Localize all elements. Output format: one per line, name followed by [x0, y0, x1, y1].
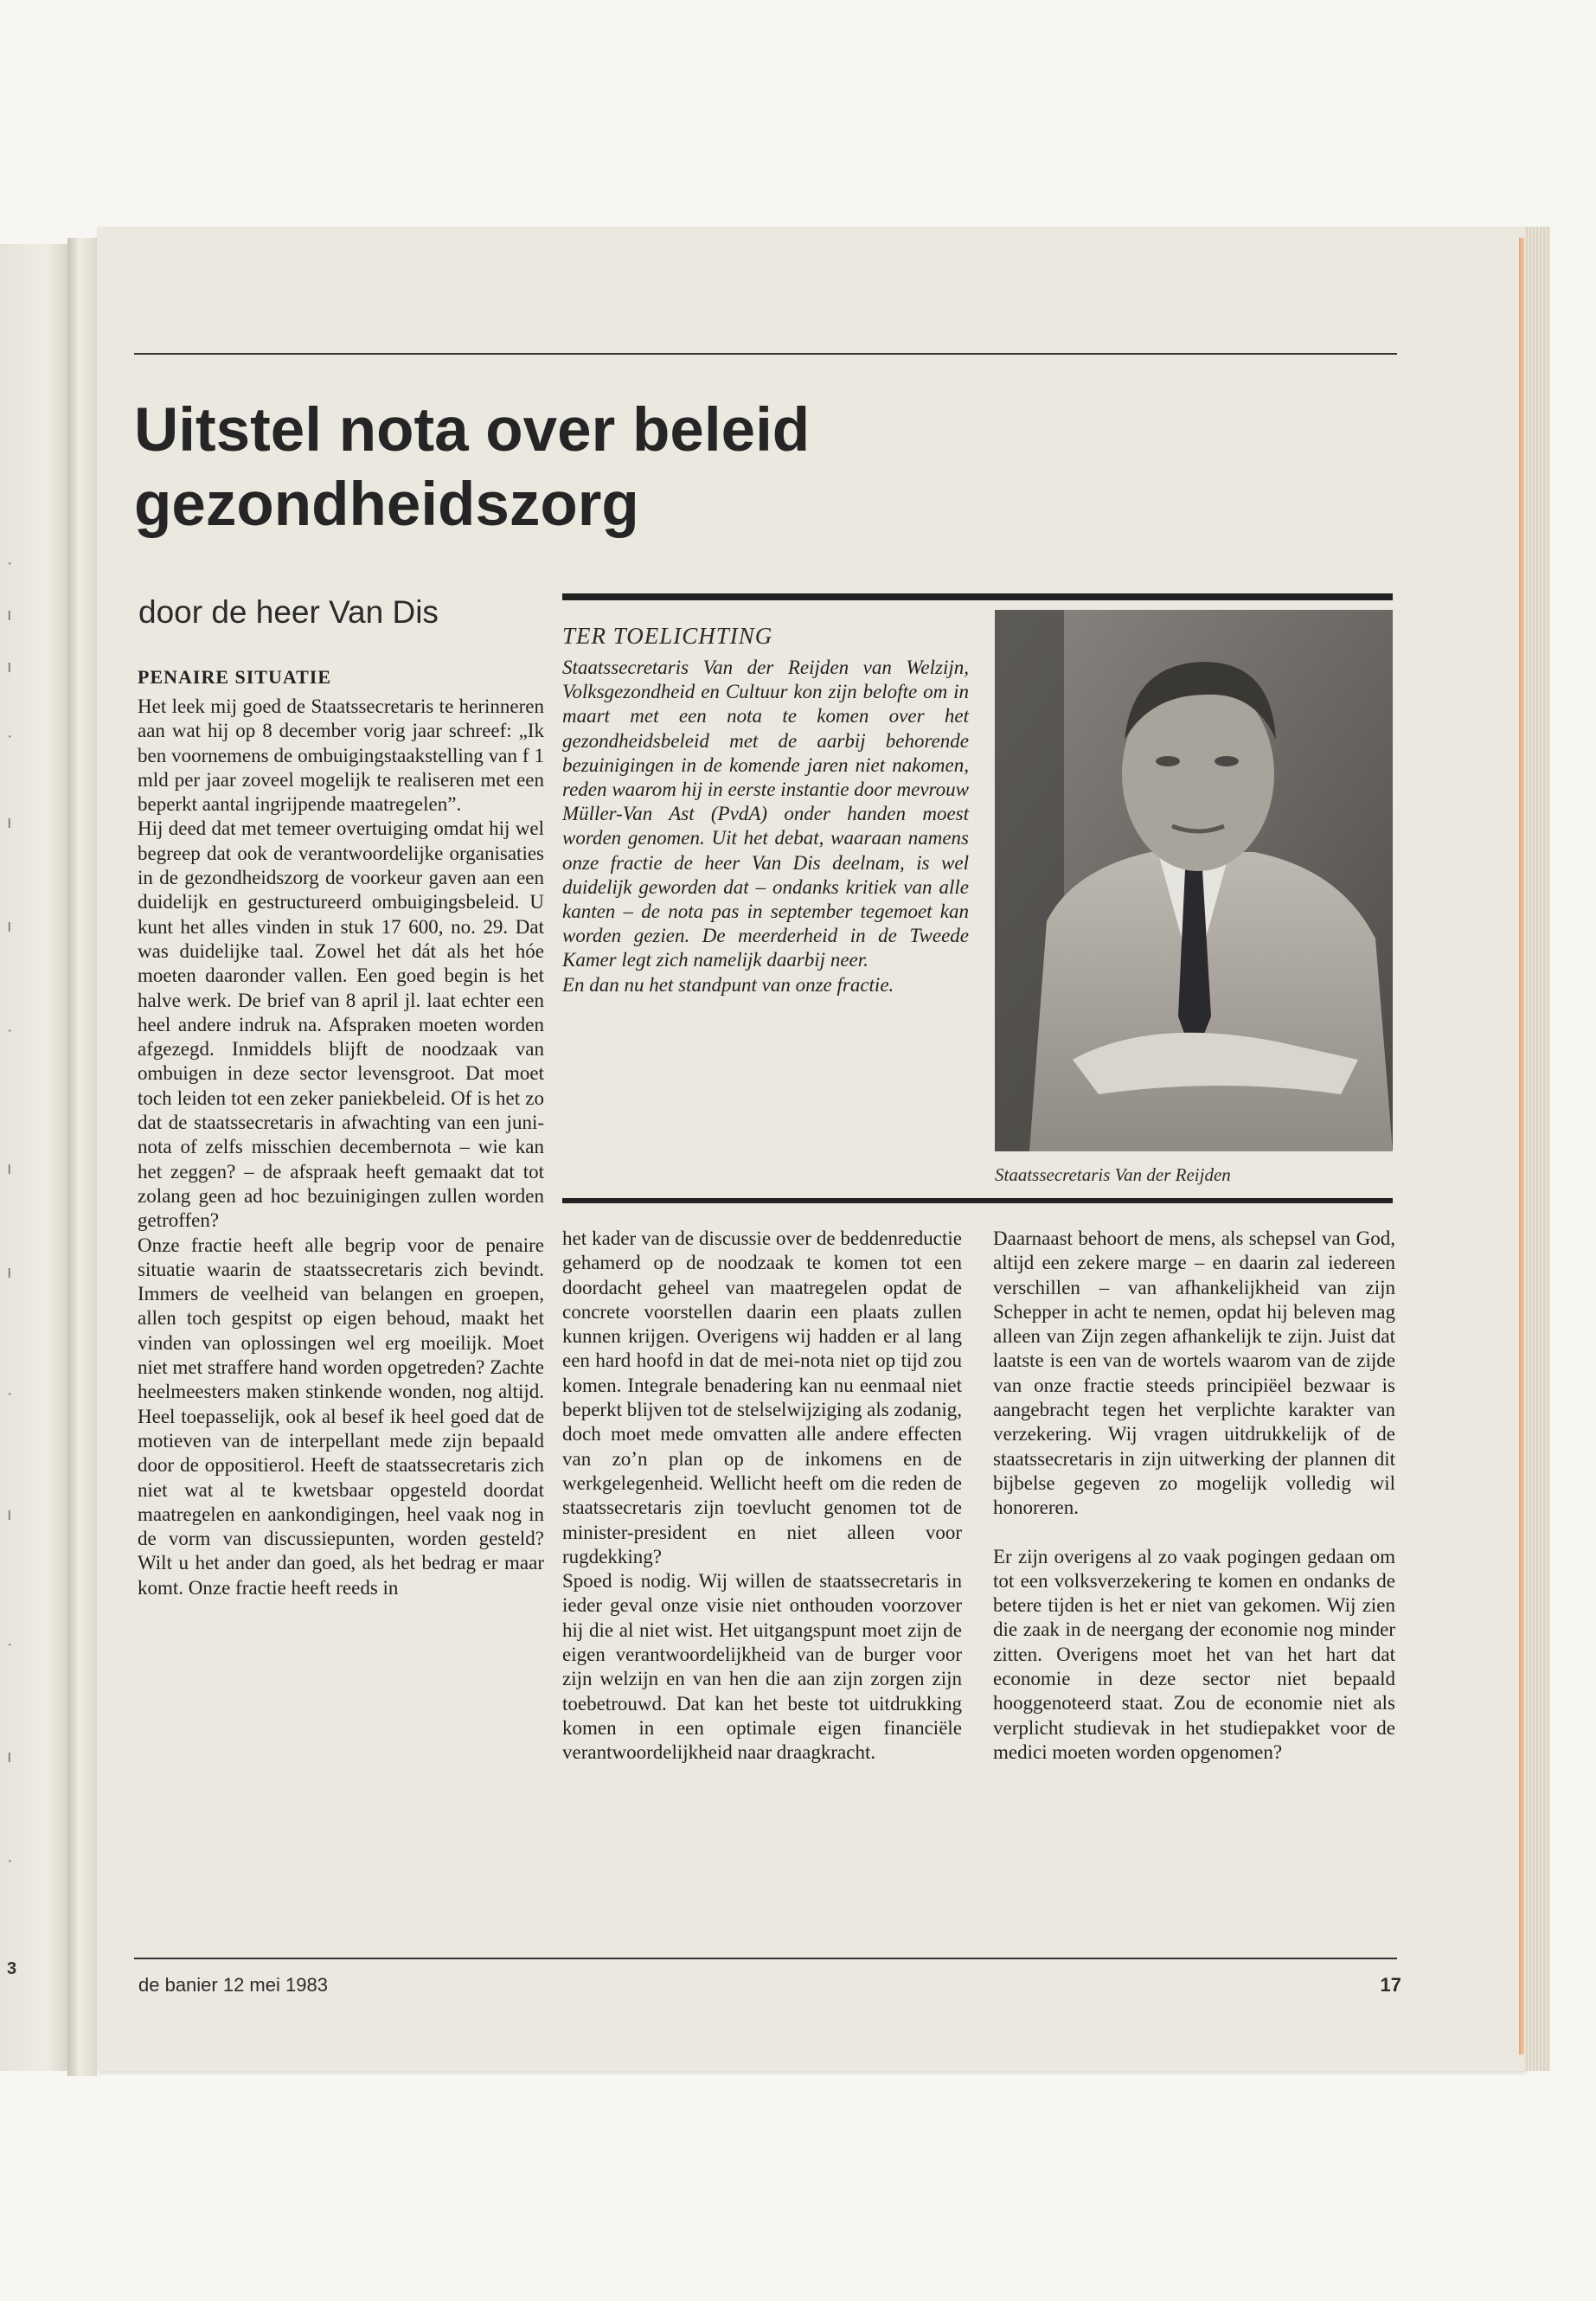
article-title — [134, 394, 1172, 542]
column-1-paragraph: Het leek mij goed de Staatssecretaris te herinneren aan wat hij op 8 december vorig jaar schreef: „Ik ben voornemens de ombuigingstaakstelling van f 1 mld per jaar zoveel mogelijk te realiseren met een beperkt aantal ingrijpende maatregelen”. — [138, 695, 544, 816]
stacked-page-edges — [1524, 227, 1550, 2071]
column-2-paragraph: Spoed is nodig. Wij willen de staatssecretaris in ieder geval onze visie niet onthouden voorzover hij die al niet wist. Het uitgangspunt moet zijn de eigen verantwoordelijkheid van de burger voor zijn welzijn en van hen die aan zijn zorgen zijn toebetrouwd. Dat kan het beste tot uitdrukking komen in een optimale eigen financiële verantwoordelijkheid naar draagkracht. — [562, 1570, 962, 1764]
book-spine — [67, 238, 97, 2076]
sidebar-top-rule — [562, 593, 1393, 600]
title-line-2: gezondheidszorg — [134, 471, 639, 539]
column-3-paragraph: Er zijn overigens al zo vaak pogingen gedaan om tot een volksverzekering te komen en ondanks de betere tijden is het er niet van gekomen. Wij zien die zaak in de neergang der economie nog minder zitten. Overigens moet het van het hart dat economie in deze sector niet bepaald hooggenoteerd staat. Zou de economie niet als verplicht studievak in het studiepakket voor de medici moeten worden opgenomen? — [993, 1545, 1395, 1763]
sidebar-paragraph: En dan nu het standpunt van onze fractie. — [562, 973, 894, 996]
article-column-2 — [562, 1227, 962, 1766]
column-2-paragraph: het kader van de discussie over de beddenreductie gehamerd op de noodzaak te komen tot een doordacht geheel van maatregelen opdat de concrete voorstellen daarin een plaats zullen kunnen krijgen. Overigens wij hadden er al lang een hard hoofd in dat de mei-nota niet op tijd zou komen. Integrale benadering kan nu eenmaal niet beperkt blijven tot de stelselwijziging als zodanig, doch moet mede omvatten alle andere effecten van zo’n plan op de inkomens en de werkgelegenheid. Wellicht heeft om die reden de staatssecretaris zijn toevlucht genomen tot de minister-president en niet alleen voor rugdekking? — [562, 1227, 962, 1567]
title-line-1: Uitstel nota over beleid — [134, 396, 811, 465]
portrait-photo — [995, 610, 1393, 1151]
column-1-paragraph: Hij deed dat met temeer overtuiging omdat hij wel begreep dat ook de verantwoordelijke organisaties in de gezondheidszorg de voorkeur gaven aan een duidelijk en gestructureerd ombuigingsbeleid. U kunt het alles vinden in stuk 17 600, no. 29. Dat was duidelijke taal. Zowel het dát als het hóe moeten daaronder vallen. Een goed begin is het halve werk. De brief van 8 april jl. laat echter een heel andere indruk na. Afspraken moeten worden afgezegd. Inmiddels blijft de noodzaak van ombuigen in deze sector levensgroot. Dat moet toch leiden tot een zeker paniekbeleid. Of is het zo dat de staatssecretaris in afwachting van een juni-nota of zelfs misschien decembernota – wie kan het zeggen? – de afspraak heeft gemaakt dat tot zolang geen ad hoc bezuinigingen zullen worden getroffen? — [138, 817, 544, 1232]
column-1-paragraph: Onze fractie heeft alle begrip voor de penaire situatie waarin de staatssecretaris zich bevindt. Immers de veelheid van belangen en groepen, allen toch gespitst op eigen behoud, maakt het vinden van oplossingen wel erg moeilijk. Moet niet met straffere hand worden opgetreden? Zachte heelmeesters maken stinkende wonden, nog altijd. Heel toepasselijk, ook al besef ik heel goed dat de motieven van de interpellant mede zijn bepaald door de oppositierol. Heeft de staatssecretaris zich niet wat al te kwetsbaar opgesteld doordat maatregelen en aankondigingen, heel vaak nog in de vorm van discussiepunten, worden gesteld? Wilt u het ander dan goed, als het bedrag er maar komt. Onze fractie heeft reeds in — [138, 1234, 544, 1599]
section-heading: PENAIRE SITUATIE — [138, 666, 332, 688]
margin-page-fragment: 3 — [7, 1959, 17, 1978]
byline: door de heer Van Dis — [138, 594, 439, 630]
portrait-illustration — [995, 610, 1393, 1151]
footer-publication: de banier 12 mei 1983 — [138, 1974, 328, 1996]
page-number: 17 — [1380, 1974, 1401, 1996]
sidebar-bottom-rule — [562, 1198, 1393, 1203]
column-3-paragraph: Daarnaast behoort de mens, als schepsel van God, altijd een zekere marge – en daarin zal iedereen verschillen – van afhankelijkheid van zijn Schepper in acht te nemen, opdat hij beleven mag alleen van Zijn zegen afhankelijk te zijn. Juist dat laatste is een van de wortels waarom van de zijde van onze fractie steeds principiëel bezwaar is aangebracht tegen het verplichte karakter van verzekering. Wij vragen uitdrukkelijk of de staatssecretaris in zijn uitwerking der plannen dit bijbelse gegeven zo mogelijk volledig wil honoreren. — [993, 1227, 1395, 1519]
article-column-3 — [993, 1227, 1395, 1765]
sidebar-paragraph: Staatssecretaris Van der Reijden van Welzijn, Volksgezondheid en Cultuur kon zijn belofte om in maart met een nota te komen over het gezondheidsbeleid met de aarbij behorende bezuinigingen in de komende jaren niet nakomen, reden waarom hij in eerste instantie door mevrouw Müller-Van Ast (PvdA) onder handen moest worden genomen. Uit het debat, waaraan namens onze fractie de heer Van Dis deelnam, is wel duidelijk geworden dat – ondanks kritiek van alle kanten – de nota pas in september tegemoet kan worden gezien. De meerderheid in de Tweede Kamer legt zich namelijk daarbij neer. — [562, 657, 969, 971]
top-rule — [134, 353, 1397, 355]
footer-rule — [134, 1958, 1397, 1959]
sidebar-heading: TER TOELICHTING — [562, 623, 773, 649]
sidebar-text — [562, 656, 969, 997]
previous-page-text-fragments: · ı ı · ı ı · ı ı · ı · ı · 3 — [7, 554, 17, 1978]
photo-caption: Staatssecretaris Van der Reijden — [995, 1164, 1231, 1185]
article-column-1 — [138, 695, 544, 1600]
